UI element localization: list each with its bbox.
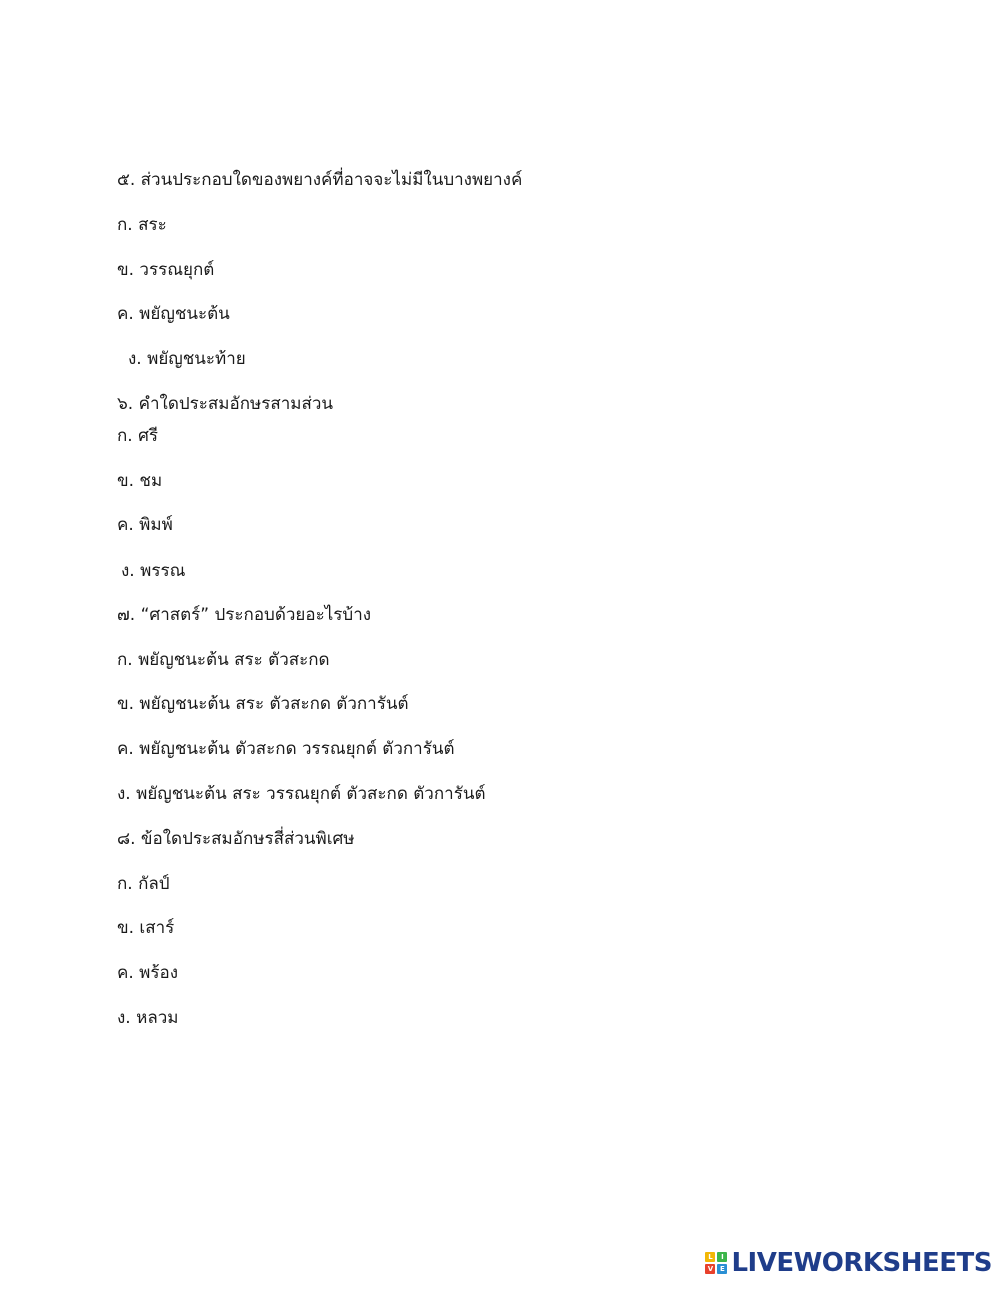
logo-block-e: E xyxy=(717,1264,727,1274)
question-5-option-c: ค. พยัญชนะต้น xyxy=(117,304,230,324)
question-6: ๖. คำใดประสมอักษรสามส่วน xyxy=(117,394,334,414)
question-8-option-d: ง. หลวม xyxy=(117,1008,179,1028)
question-7-option-d: ง. พยัญชนะต้น สระ วรรณยุกต์ ตัวสะกด ตัวการันต์ xyxy=(117,784,486,804)
question-7-option-a: ก. พยัญชนะต้น สระ ตัวสะกด xyxy=(117,650,330,670)
liveworksheets-logo xyxy=(705,1249,992,1277)
question-8-option-c: ค. พร้อง xyxy=(117,963,179,983)
question-8-option-a: ก. กัลป์ xyxy=(117,874,170,894)
logo-block-l: L xyxy=(705,1252,715,1262)
question-6-option-a: ก. ศรี xyxy=(117,426,159,446)
question-6-option-c: ค. พิมพ์ xyxy=(117,515,173,535)
question-5: ๕. ส่วนประกอบใดของพยางค์ที่อาจจะไม่มีในบางพยางค์ xyxy=(117,170,523,190)
question-6-option-d: ง. พรรณ xyxy=(121,561,186,581)
question-8: ๘. ข้อใดประสมอักษรสี่ส่วนพิเศษ xyxy=(117,829,355,849)
question-7-option-c: ค. พยัญชนะต้น ตัวสะกด วรรณยุกต์ ตัวการันต์ xyxy=(117,739,455,759)
question-7: ๗. “ศาสตร์” ประกอบด้วยอะไรบ้าง xyxy=(117,605,372,625)
logo-blocks-icon xyxy=(705,1252,727,1274)
question-6-option-b: ข. ชม xyxy=(117,471,163,491)
question-5-option-d: ง. พยัญชนะท้าย xyxy=(128,349,246,369)
question-5-option-a: ก. สระ xyxy=(117,215,167,235)
logo-text: LIVEWORKSHEETS xyxy=(731,1248,992,1278)
logo-block-v: V xyxy=(705,1264,715,1274)
question-5-option-b: ข. วรรณยุกต์ xyxy=(117,260,215,280)
question-8-option-b: ข. เสาร์ xyxy=(117,918,175,938)
logo-block-i: I xyxy=(717,1252,727,1262)
question-7-option-b: ข. พยัญชนะต้น สระ ตัวสะกด ตัวการันต์ xyxy=(117,694,409,714)
